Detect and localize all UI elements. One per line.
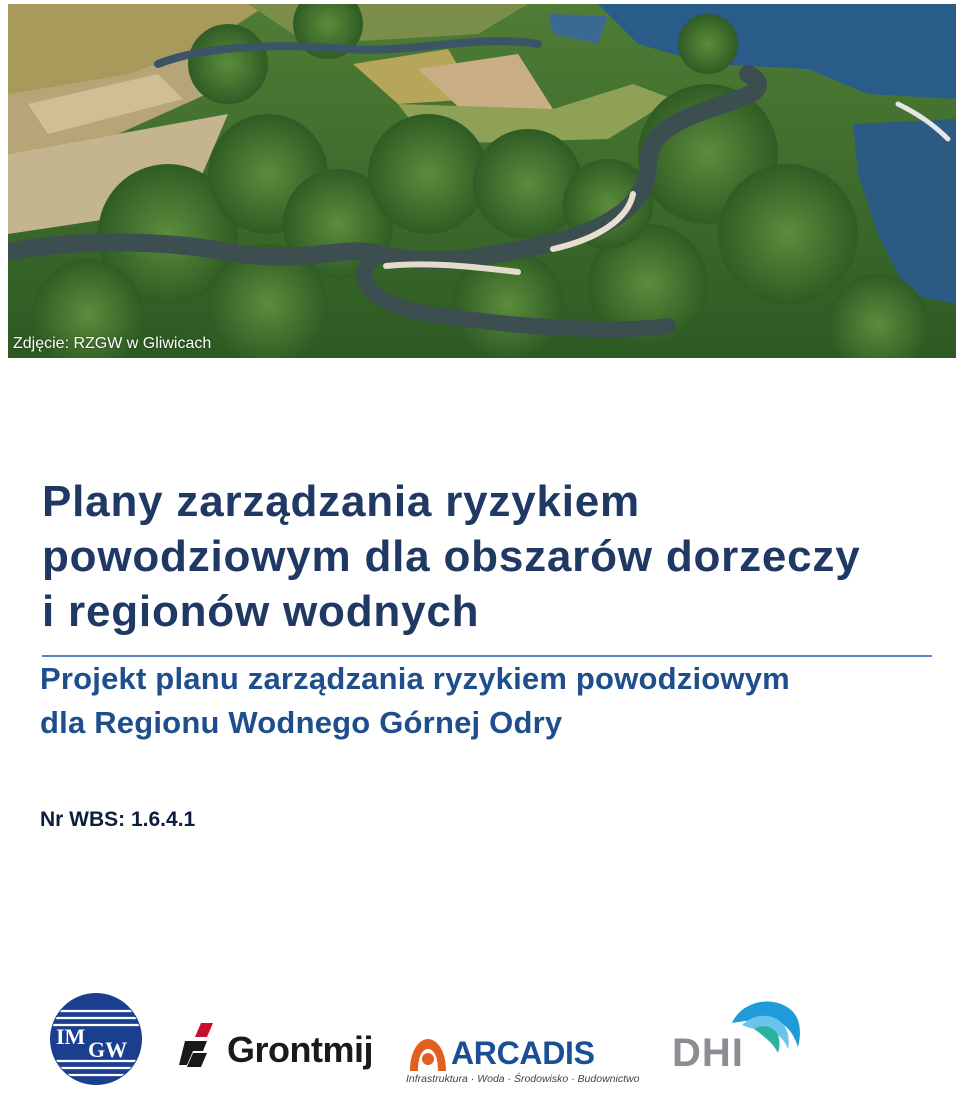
arcadis-tagline: Infrastruktura · Woda · Środowisko · Budownictwo bbox=[406, 1073, 640, 1085]
arcadis-mark-icon bbox=[406, 1035, 450, 1075]
title-line: i regionów wodnych bbox=[42, 587, 480, 636]
arcadis-wordmark: ARCADIS bbox=[451, 1035, 595, 1071]
svg-text:IM: IM bbox=[56, 1024, 86, 1049]
document-title bbox=[42, 474, 942, 639]
grontmij-wordmark: Grontmij bbox=[227, 1029, 373, 1070]
imgw-logo bbox=[48, 991, 144, 1087]
cover-photo bbox=[8, 4, 956, 358]
partner-logos bbox=[0, 985, 960, 1095]
svg-text:GW: GW bbox=[88, 1037, 128, 1062]
document-subtitle bbox=[40, 657, 940, 745]
photo-credit: Zdjęcie: RZGW w Gliwicach bbox=[13, 335, 212, 352]
subtitle-line: dla Regionu Wodnego Górnej Odry bbox=[40, 705, 563, 740]
dhi-logo bbox=[672, 995, 804, 1075]
grontmij-mark-icon bbox=[177, 1023, 223, 1079]
aerial-river-image bbox=[8, 4, 956, 358]
dhi-wordmark: DHI bbox=[672, 1031, 744, 1075]
grontmij-logo bbox=[177, 1023, 377, 1083]
imgw-logo-icon bbox=[48, 991, 144, 1087]
subtitle-line: Projekt planu zarządzania ryzykiem powodziowym bbox=[40, 661, 790, 696]
title-line: Plany zarządzania ryzykiem bbox=[42, 477, 640, 526]
arcadis-logo bbox=[404, 1033, 640, 1093]
title-line: powodziowym dla obszarów dorzeczy bbox=[42, 532, 861, 581]
wbs-number: Nr WBS: 1.6.4.1 bbox=[40, 808, 196, 831]
